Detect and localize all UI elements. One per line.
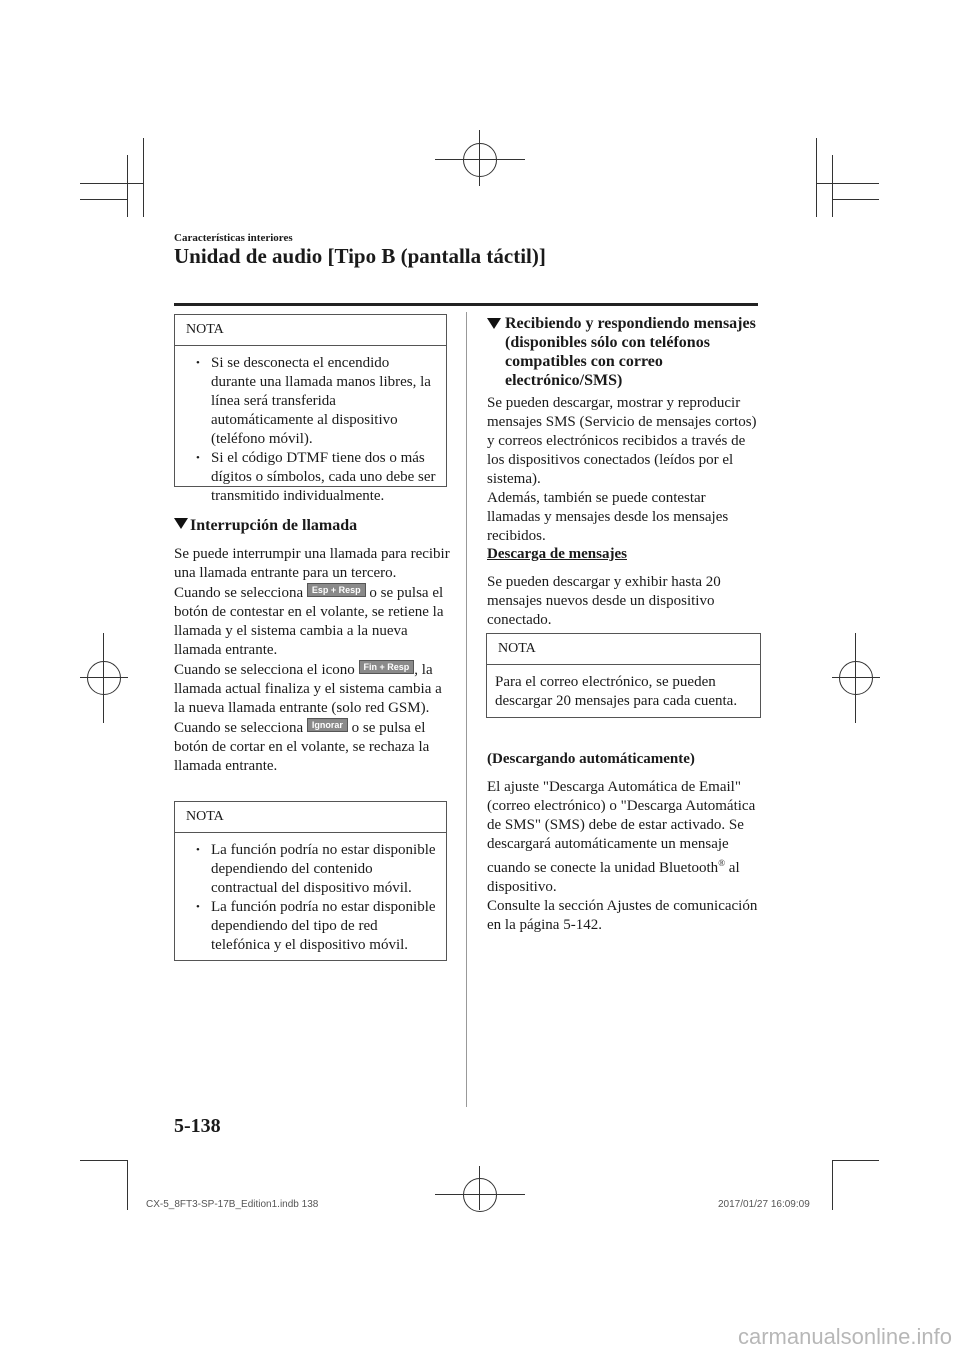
footer-file: CX-5_8FT3-SP-17B_Edition1.indb 138 bbox=[146, 1199, 319, 1210]
messages-heading: Recibiendo y respondiendo mensajes (disponibles sólo con teléfonos compatibles con correo electrónico/SMS) bbox=[505, 315, 756, 389]
note-item: • La función podría no estar disponible dependiendo del contenido contractual del dispositivo móvil. bbox=[185, 841, 436, 898]
heading-rule bbox=[174, 303, 758, 306]
paragraph: Cuando se selecciona Ignorar o se pulsa el botón de cortar en el volante, se rechaza la llamada entrante. bbox=[174, 720, 430, 774]
download-heading: Descarga de mensajes bbox=[487, 546, 627, 562]
triangle-marker-icon bbox=[174, 518, 188, 529]
paragraph: Se pueden descargar, mostrar y reproducir mensajes SMS (Servicio de mensajes cortos) y correos electrónicos recibidos a través de los dispositivos conectados (leídos por el sistema). bbox=[487, 395, 757, 487]
note-item: • Si se desconecta el encendido durante una llamada manos libres, la línea será transferida automáticamente al dispositivo (teléfono móvil). bbox=[185, 354, 436, 449]
esp-resp-button: Esp + Resp bbox=[307, 583, 366, 597]
triangle-marker-icon bbox=[487, 318, 501, 329]
footer-date: 2017/01/27 16:09:09 bbox=[718, 1199, 810, 1210]
section-label: Características interiores bbox=[174, 232, 293, 244]
watermark: carmanualsonline.info bbox=[737, 1324, 952, 1349]
paragraph: Consulte la sección Ajustes de comunicación en la página 5-142. bbox=[487, 898, 758, 933]
paragraph: Se pueden descargar y exhibir hasta 20 mensajes nuevos desde un dispositivo conectado. bbox=[487, 574, 721, 628]
note-box-2 bbox=[174, 801, 447, 961]
note-box-3 bbox=[486, 633, 761, 718]
messages-intro bbox=[487, 394, 762, 546]
fin-resp-button: Fin + Resp bbox=[359, 660, 415, 674]
interruption-text bbox=[174, 545, 454, 776]
note-item: • Si el código DTMF tiene dos o más dígitos o símbolos, cada uno debe ser transmitido individualmente. bbox=[185, 449, 436, 506]
paragraph: El ajuste "Descarga Automática de Email" (correo electrónico) o "Descarga Automática de SMS" (SMS) debe de estar activado. Se descargará automáticamente un mensaje cuando se conecte la unidad Bluetooth® al dispositivo. bbox=[487, 779, 756, 895]
paragraph: Cuando se selecciona el icono Fin + Resp , la llamada actual finaliza y el sistema cambia a la nueva llamada entrante (solo red GSM). bbox=[174, 662, 442, 716]
paragraph: Se puede interrumpir una llamada para recibir una llamada entrante para un tercero. bbox=[174, 546, 450, 581]
page-title: Unidad de audio [Tipo B (pantalla táctil)] bbox=[174, 244, 546, 268]
note-title: NOTA bbox=[175, 315, 446, 346]
auto-download-text bbox=[487, 778, 762, 935]
paragraph: Además, también se puede contestar llamadas y mensajes desde los mensajes recibidos. bbox=[487, 490, 729, 544]
column-divider bbox=[466, 312, 467, 1107]
note-text: Para el correo electrónico, se pueden descargar 20 mensajes para cada cuenta. bbox=[495, 674, 738, 709]
interruption-heading: Interrupción de llamada bbox=[174, 516, 454, 535]
note-item: • La función podría no estar disponible dependiendo del tipo de red telefónica y el dispositivo móvil. bbox=[185, 898, 436, 955]
note-title: NOTA bbox=[487, 634, 760, 665]
paragraph: Cuando se selecciona Esp + Resp o se pulsa el botón de contestar en el volante, se retiene la llamada y el sistema cambia a la nueva llamada entrante. bbox=[174, 585, 444, 658]
auto-download-heading: (Descargando automáticamente) bbox=[487, 751, 695, 767]
page-number: 5-138 bbox=[174, 1115, 221, 1137]
note-box-1 bbox=[174, 314, 447, 504]
note-title: NOTA bbox=[175, 802, 446, 833]
ignorar-button: Ignorar bbox=[307, 718, 348, 732]
